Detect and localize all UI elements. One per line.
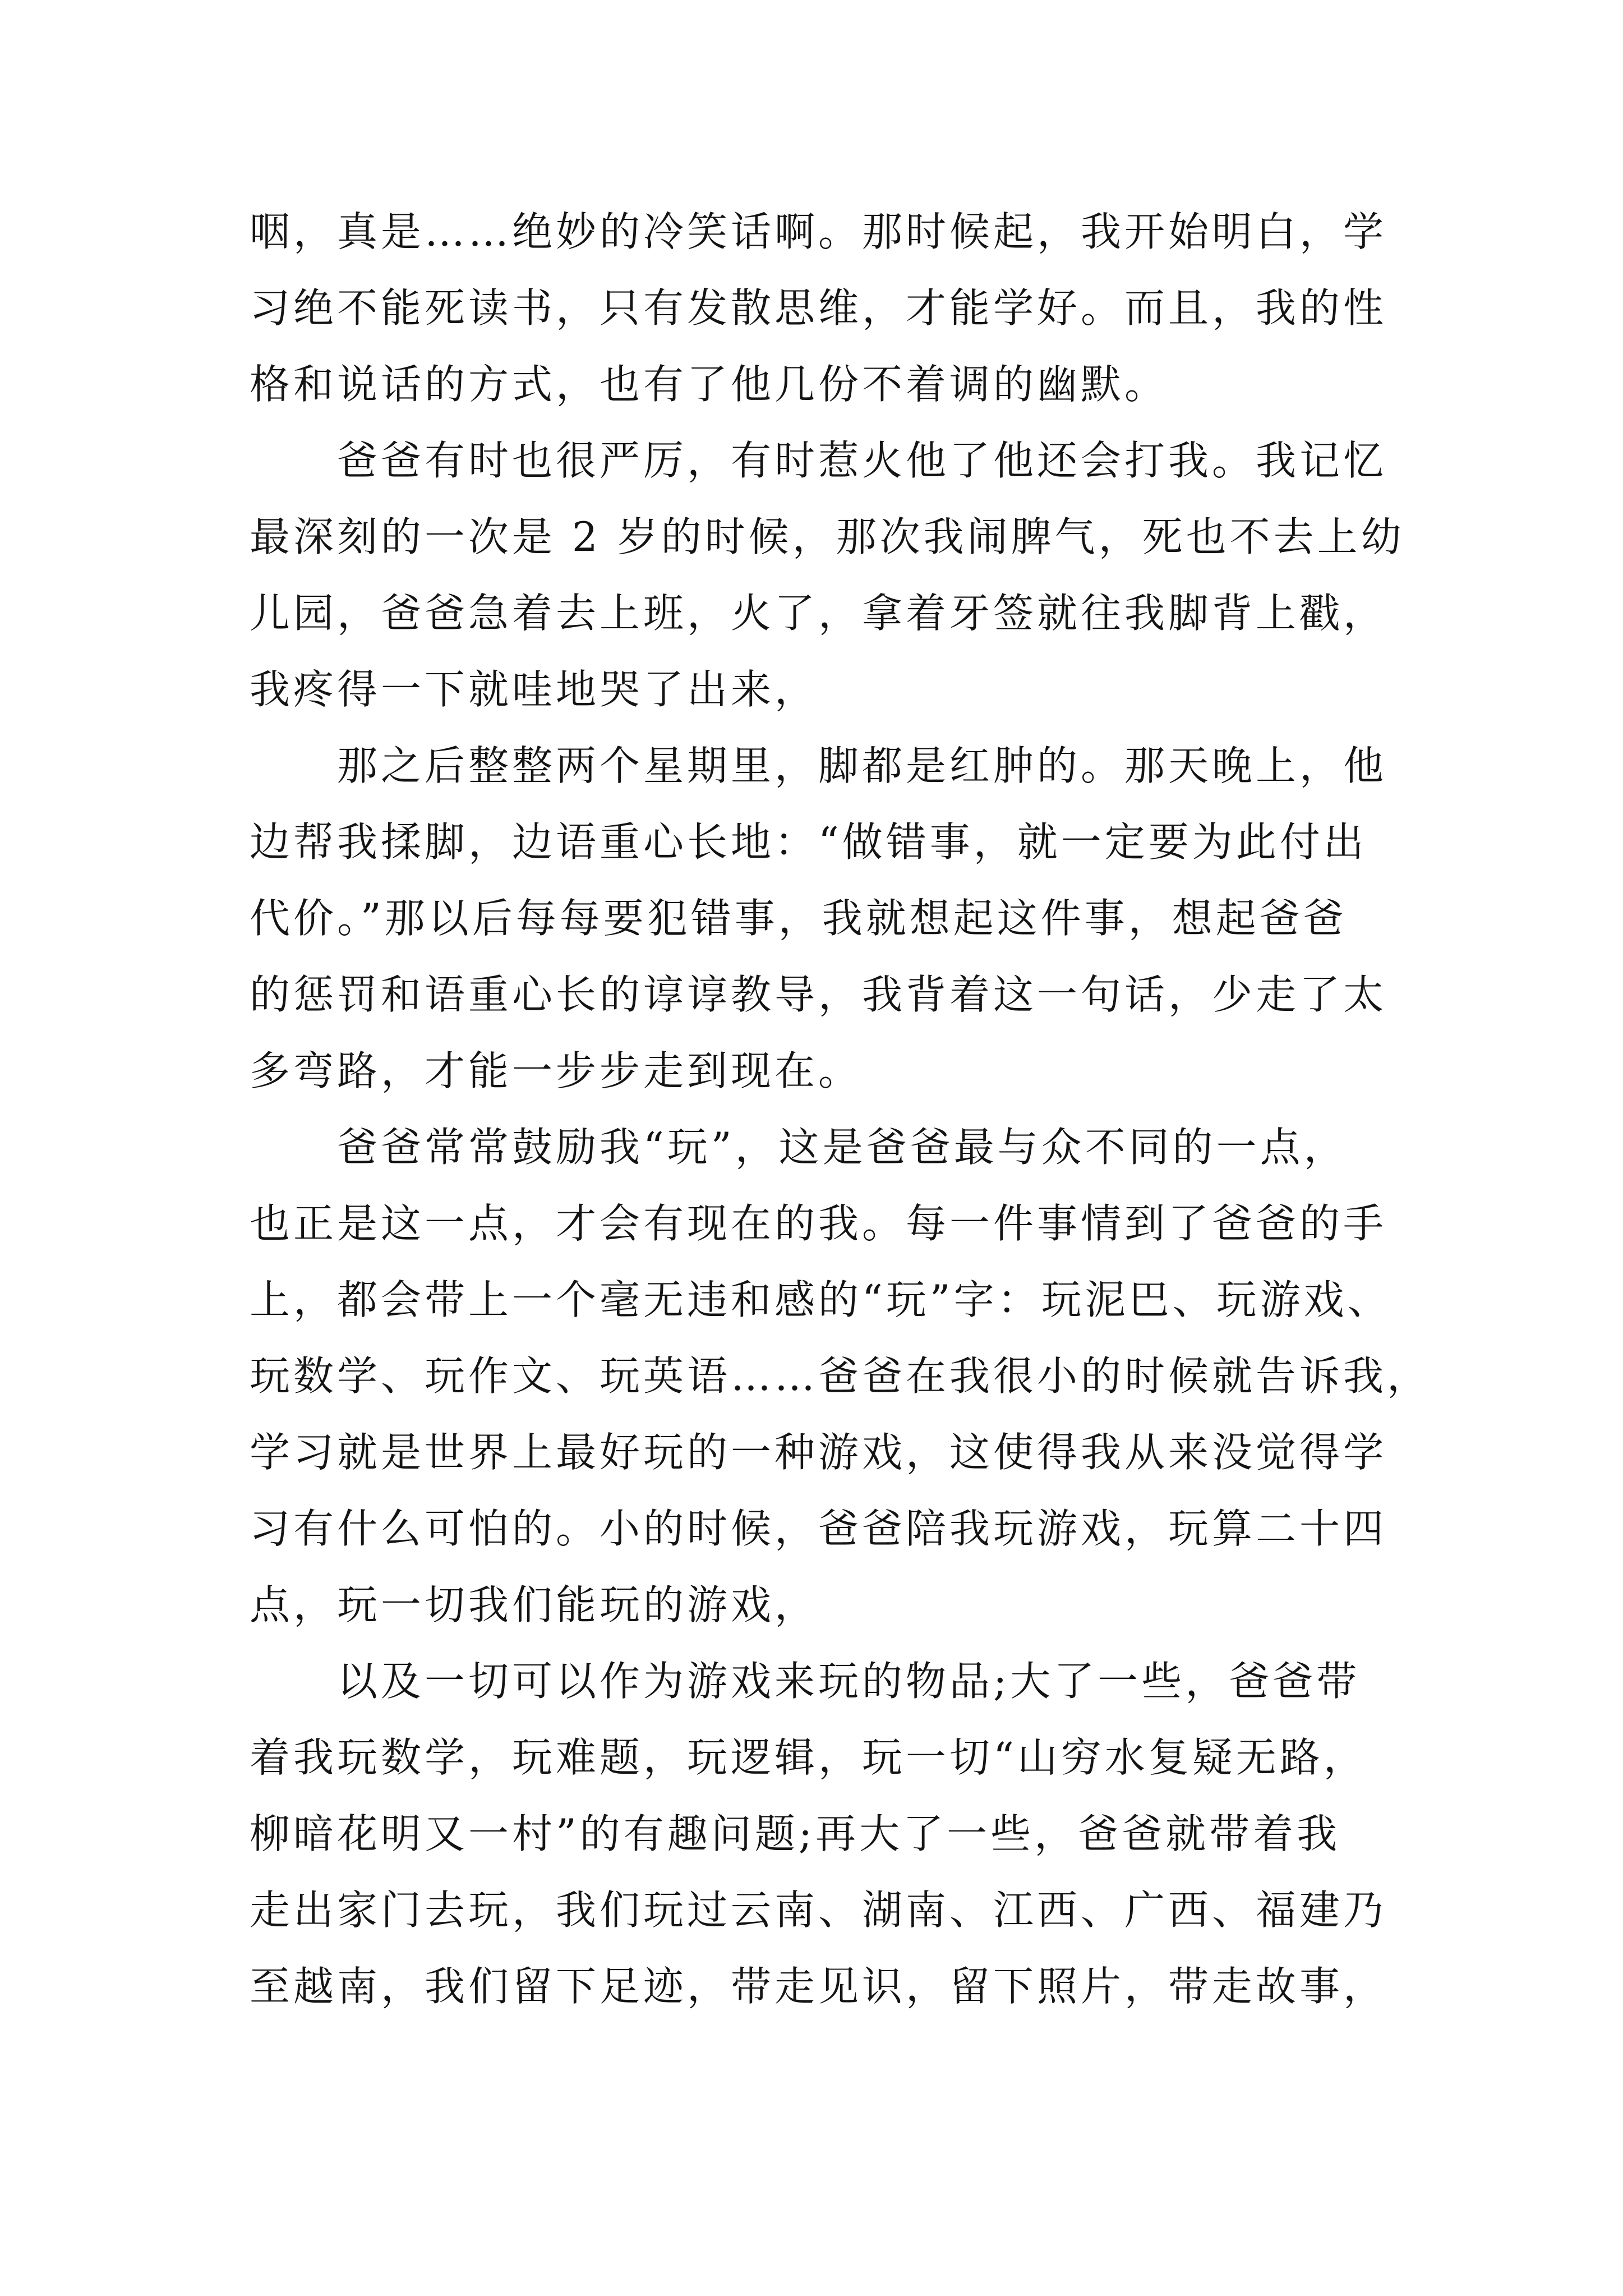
text-line: 那之后整整两个星期里，脚都是红肿的。那天晚上，他 [337,742,1387,789]
text-line: 我疼得一下就哇地哭了出来， [250,666,819,713]
text-line: 走出家门去玩，我们玩过云南、湖南、江西、广西、福建乃 [250,1887,1387,1934]
paragraph-5 [250,1643,1388,2024]
text-line: 玩数学、玩作文、玩英语……爸爸在我很小的时候就告诉我， [250,1352,1431,1400]
text-line: 点，玩一切我们能玩的游戏， [250,1581,819,1628]
document-body [250,194,1431,2024]
text-line: 的惩罚和语重心长的谆谆教导，我背着这一句话，少走了太 [250,971,1387,1018]
paragraph-4 [250,1109,1431,1643]
paragraph-1 [250,194,1388,422]
text-line: 爸爸有时也很严厉，有时惹火他了他还会打我。我记忆 [337,437,1387,484]
text-line: 习有什么可怕的。小的时候，爸爸陪我玩游戏，玩算二十四 [250,1505,1387,1552]
paragraph-3 [250,728,1388,1109]
text-line: 着我玩数学，玩难题，玩逻辑，玩一切“山穷水复疑无路， [250,1734,1367,1781]
text-line: 柳暗花明又一村”的有趣问题;再大了一些，爸爸就带着我 [250,1810,1341,1857]
text-line: 以及一切可以作为游戏来玩的物品;大了一些，爸爸带 [337,1658,1361,1705]
text-line: 边帮我揉脚，边语重心长地：“做错事，就一定要为此付出 [250,818,1367,866]
text-line: 爸爸常常鼓励我“玩”，这是爸爸最与众不同的一点， [337,1124,1348,1171]
text-line: 上，都会带上一个毫无违和感的“玩”字：玩泥巴、玩游戏、 [250,1276,1391,1323]
text-line: 习绝不能死读书，只有发散思维，才能学好。而且，我的性 [250,284,1387,332]
text-line: 学习就是世界上最好玩的一种游戏，这使得我从来没觉得学 [250,1429,1387,1476]
text-line: 儿园，爸爸急着去上班，火了，拿着牙签就往我脚背上戳， [250,590,1387,637]
text-line: 也正是这一点，才会有现在的我。每一件事情到了爸爸的手 [250,1200,1387,1247]
text-line: 咽，真是……绝妙的冷笑话啊。那时候起，我开始明白，学 [250,208,1387,255]
text-line: 至越南，我们留下足迹，带走见识，留下照片，带走故事， [250,1963,1387,2010]
paragraph-2 [250,422,1405,728]
text-line: 最深刻的一次是 2 岁的时候，那次我闹脾气，死也不去上幼 [250,513,1405,560]
text-line: 代价。”那以后每每要犯错事，我就想起这件事，想起爸爸 [250,895,1347,942]
text-line: 格和说话的方式，也有了他几份不着调的幽默。 [250,361,1169,408]
text-line: 多弯路，才能一步步走到现在。 [250,1047,863,1094]
